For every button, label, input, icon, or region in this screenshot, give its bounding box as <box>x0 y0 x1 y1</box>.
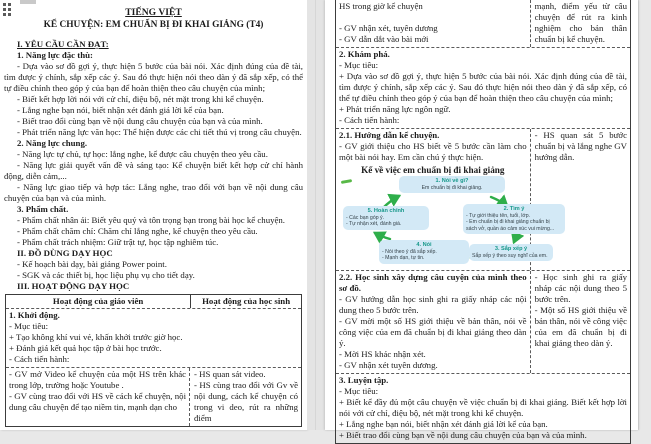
text-line: + Biết trao đổi cùng bạn về nội dung câu chuyện của bạn và của mình. <box>339 430 587 440</box>
khoi-dong-title: 1. Khởi động. <box>9 310 60 320</box>
text-line: - HS quan sát 5 bước chuẩn bị và lắng nghe GV hướng dẫn. <box>534 130 627 162</box>
text-line: HS trong giờ kể chuyện <box>339 1 423 11</box>
student-cell <box>189 368 301 426</box>
teacher-cell <box>336 271 530 373</box>
student-cell <box>530 271 630 373</box>
khoi-dong-detail-row <box>6 368 301 426</box>
text-line: - Các bạn góp ý. <box>346 215 385 221</box>
text-line: - Tự nhận xét, đánh giá. <box>346 221 402 228</box>
kham-pha-row <box>336 48 630 129</box>
text-line: - Năng lực giao tiếp và hợp tác: Lắng nghe, trao đổi với bạn về nội dung câu chuyện của bạn và của mình. <box>4 182 303 203</box>
teacher-cell <box>336 129 555 270</box>
diagram-node-lines <box>472 253 550 259</box>
text-line: - Mục tiêu: <box>339 60 379 70</box>
text-line: - Kế hoạch bài dạy, bài giảng Power point. <box>17 259 167 269</box>
text-line: - Cách tiến hành: <box>339 115 400 125</box>
xay-dung-lines <box>339 294 527 371</box>
text-line: - Dựa vào sơ đồ gợi ý, thực hiện 5 bước của bài nói. Xác định đúng của đề tài, tìm được ý chính, sắp xếp các ý. Sau đó thực hiện nói theo dàn ý đã sắp xếp, có thể tự điều chỉnh theo góp ý của bạn để hoàn thiện theo câu chuyện của mình; <box>4 61 303 93</box>
text-line: - SGK và các thiết bị, học liệu phụ vụ cho tiết dạy. <box>17 270 195 280</box>
diagram-node-title: 4. Nói <box>416 242 432 248</box>
teacher-cell <box>6 368 189 426</box>
text-line: + Đánh giá kết quả học tập ở bài học trước. <box>9 343 162 353</box>
huong-dan-row <box>336 129 630 271</box>
text-line: - Nói theo ý đã sắp xếp. <box>382 249 437 255</box>
khoi-dong-lines <box>9 321 298 365</box>
diagram-node-lines <box>382 249 466 262</box>
pham-chat-items <box>4 215 303 248</box>
kham-pha-title: 2. Khám phá. <box>339 49 390 59</box>
subheading-nang-luc-dac-thu: 1. Năng lực đặc thù: <box>17 50 93 60</box>
subheading-pham-chat: 3. Phẩm chất. <box>17 204 69 214</box>
diagram-node-title: 5. Hoàn chỉnh <box>367 208 405 214</box>
section-heading-hoat-dong: III. HOẠT ĐỘNG DẠY HỌC <box>17 281 130 291</box>
diagram-node-title: 2. Tìm ý <box>503 206 525 212</box>
text-line: - GV mở Video kể chuyện của một HS trên khác trong lớp, trường hoặc Youtube . <box>9 369 187 390</box>
diagram-node-1 <box>399 176 505 193</box>
text-line: - Một số HS giới thiệu về bản thân, nói về công việc của em đã chuẩn bị đi khai giảng theo dàn ý. <box>534 305 627 348</box>
nang-luc-chung-items <box>4 149 303 204</box>
text-line: - Phát triển năng lực văn học: Thể hiện được các chi tiết thú vị trong câu chuyện. <box>17 127 302 137</box>
diagram-node-4 <box>379 240 469 264</box>
text-line <box>339 12 527 23</box>
diagram-node-2 <box>463 204 565 234</box>
teacher-cell <box>336 0 530 47</box>
text-line: - Biết trao đổi cùng bạn về nội dung câu chuyện của bạn và của mình. <box>17 116 263 126</box>
text-line: - GV nhận xét, tuyên dương <box>339 23 438 33</box>
luyen-tap-title: 3. Luyện tập. <box>339 375 389 385</box>
luyen-tap-row <box>336 374 630 443</box>
text-line: - Phẩm chất chăm chỉ: Chăm chỉ lắng nghe, kể chuyện theo yêu cầu. <box>17 226 258 236</box>
diagram-node-lines <box>466 213 562 232</box>
activity-table-right <box>335 0 631 444</box>
text-line: - Phẩm chất nhân ái: Biết yêu quý và tôn trọng bạn trong bài học kể chuyện. <box>17 215 285 225</box>
text-line: - GV cùng trao đổi với HS về cách kể chuyện, nội dung câu chuyện để tạo niềm tin, mạnh dạn cho <box>9 391 187 412</box>
diagram-title: Kể về việc em chuẩn bị đi khai giảng <box>361 165 505 175</box>
story-steps-diagram <box>339 164 555 268</box>
text-line: Sắp xếp ý theo suy nghĩ của em. <box>472 253 548 259</box>
xay-dung-row <box>336 271 630 374</box>
diagram-node-lines <box>346 215 426 228</box>
khoi-dong-continuation-row <box>336 0 630 48</box>
section-heading-do-dung: II. ĐỒ DÙNG DẠY HỌC <box>17 248 113 258</box>
text-line: - Phẩm chất trách nhiệm: Giữ trật tự, học tập nghiêm túc. <box>17 237 219 247</box>
text-line: - Năng lực giải quyết vấn đề và sáng tạo: Kể chuyện biết kết hợp cử chỉ hành động, diễn cảm,... <box>4 160 303 181</box>
text-line: - Năng lực tự chủ, tự học: lắng nghe, kể được câu chuyện theo yêu cầu. <box>17 149 268 159</box>
diagram-node-lines <box>402 185 502 191</box>
text-line: - Mạnh dạn, tự tin. <box>382 255 425 262</box>
text-line: + Lắng nghe bạn nói, biết nhận xét đánh giá lời kể của bạn. <box>339 419 548 429</box>
canvas-right-margin <box>638 0 651 430</box>
diagram-node-title: 1. Nói về gì? <box>435 178 469 184</box>
text-line: - GV nhận xét tuyên dương. <box>339 360 438 370</box>
text-line: + Biết kể đầy đủ một câu chuyện về việc chuẩn bị đi khai giảng. Biết kết hợp lời nói với cử chỉ, điệu bộ, nét mặt trong khi kể chuyện. <box>339 397 627 418</box>
doc-subtitle: KỂ CHUYỆN: EM CHUẨN BỊ ĐI KHAI GIẢNG (T4) <box>43 20 264 30</box>
luyen-tap-lines <box>339 386 627 441</box>
text-line: - Mời HS khác nhận xét. <box>339 349 426 359</box>
kham-pha-lines <box>339 60 627 126</box>
activity-table-left <box>5 294 302 427</box>
text-line: - Mục tiêu: <box>339 386 379 396</box>
text-line: - Mục tiêu: <box>9 321 49 331</box>
section-heading-yeu-cau: I. YÊU CẦU CẦN ĐẠT: <box>17 39 109 49</box>
diagram-node-3 <box>469 244 553 261</box>
subheading-nang-luc-chung: 2. Năng lực chung. <box>17 138 88 148</box>
diagram-node-title: 3. Sắp xếp ý <box>494 246 528 252</box>
khoi-dong-row <box>6 309 301 368</box>
text-line: - Lắng nghe bạn nói, biết nhận xét đánh giá lời kể của bạn. <box>17 105 224 115</box>
page-gap <box>307 0 325 430</box>
diagram-node-5 <box>343 206 429 230</box>
do-dung-items <box>4 259 303 281</box>
table-header-row <box>6 295 301 309</box>
text-line: - Học sinh ghi ra giấy nháp các nội dung theo 5 bước trên. <box>534 272 627 304</box>
huong-dan-title: 2.1. Hướng dẫn kể chuyện. <box>339 130 440 140</box>
text-line: + Dựa vào sơ đồ gợi ý, thực hiện 5 bước của bài nói. Xác định đúng của đề tài, tìm được ý chính, sắp xếp các ý. Sau đó thực hiện nói theo dàn ý đã sắp xếp, có thể tự điều chỉnh theo góp ý của bạn để hoàn thiện theo câu chuyện của mình; <box>339 71 627 103</box>
text-line: - Cách tiến hành: <box>9 354 70 364</box>
text-line: - HS quan sát video. <box>194 369 266 379</box>
column-header-teacher: Hoạt động của giáo viên <box>6 295 191 308</box>
text-line: - GV dẫn dắt vào bài mới <box>339 34 429 44</box>
drag-handle-icon[interactable] <box>3 3 15 17</box>
xay-dung-title: 2.2. Học sinh xây dựng câu cuyện của mình theo sơ đồ. <box>339 272 527 293</box>
column-header-student: Hoạt động của học sinh <box>202 296 291 306</box>
text-line: + Phát triển năng lực ngôn ngữ. <box>339 104 451 114</box>
text-line: - GV mời một số HS giới thiệu về bản thân, nói về công việc của em đã chuẩn bị đi khai giảng theo dàn ý. <box>339 316 527 348</box>
doc-title: TIẾNG VIỆT <box>125 7 182 18</box>
page-left <box>0 0 307 430</box>
text-line: - HS cùng trao đổi với Gv về nội dung, cách kể chuyện có trong vi deo, rút ra những điểm <box>194 380 298 423</box>
text-line: Em chuẩn bị đi khai giảng. <box>421 185 483 191</box>
text-line: - Em chuẩn bị đi khai giảng chuẩn bị sách vở, quần áo cảm xúc vui mừng... <box>466 219 555 232</box>
huong-dan-lines <box>339 141 527 163</box>
text-line: + Tạo không khí vui vẻ, khấn khởi trước giờ học. <box>9 332 183 342</box>
text-line: mạnh, điểm yếu từ câu chuyện để rút ra kinh nghiệm cho bản thân chuẩn bị kể chuyện. <box>534 1 627 44</box>
text-line: - GV giới thiệu cho HS biết về 5 bước cần làm cho một bài nói hay. Em cần chú ý thực hiện. <box>339 141 527 162</box>
text-line: - Tự giới thiệu tên, tuổi, lớp. <box>466 213 531 219</box>
page-top-fragment <box>20 0 36 4</box>
text-line: - Biết kết hợp lời nói với cử chỉ, điệu bộ, nét mặt trong khi kể chuyện. <box>17 94 264 104</box>
nang-luc-dac-thu-items <box>4 61 303 138</box>
page-right <box>325 0 638 440</box>
text-line: - GV hướng dẫn học sinh ghi ra giấy nháp các nội dung theo 5 bước trên. <box>339 294 527 315</box>
student-cell <box>530 0 630 47</box>
